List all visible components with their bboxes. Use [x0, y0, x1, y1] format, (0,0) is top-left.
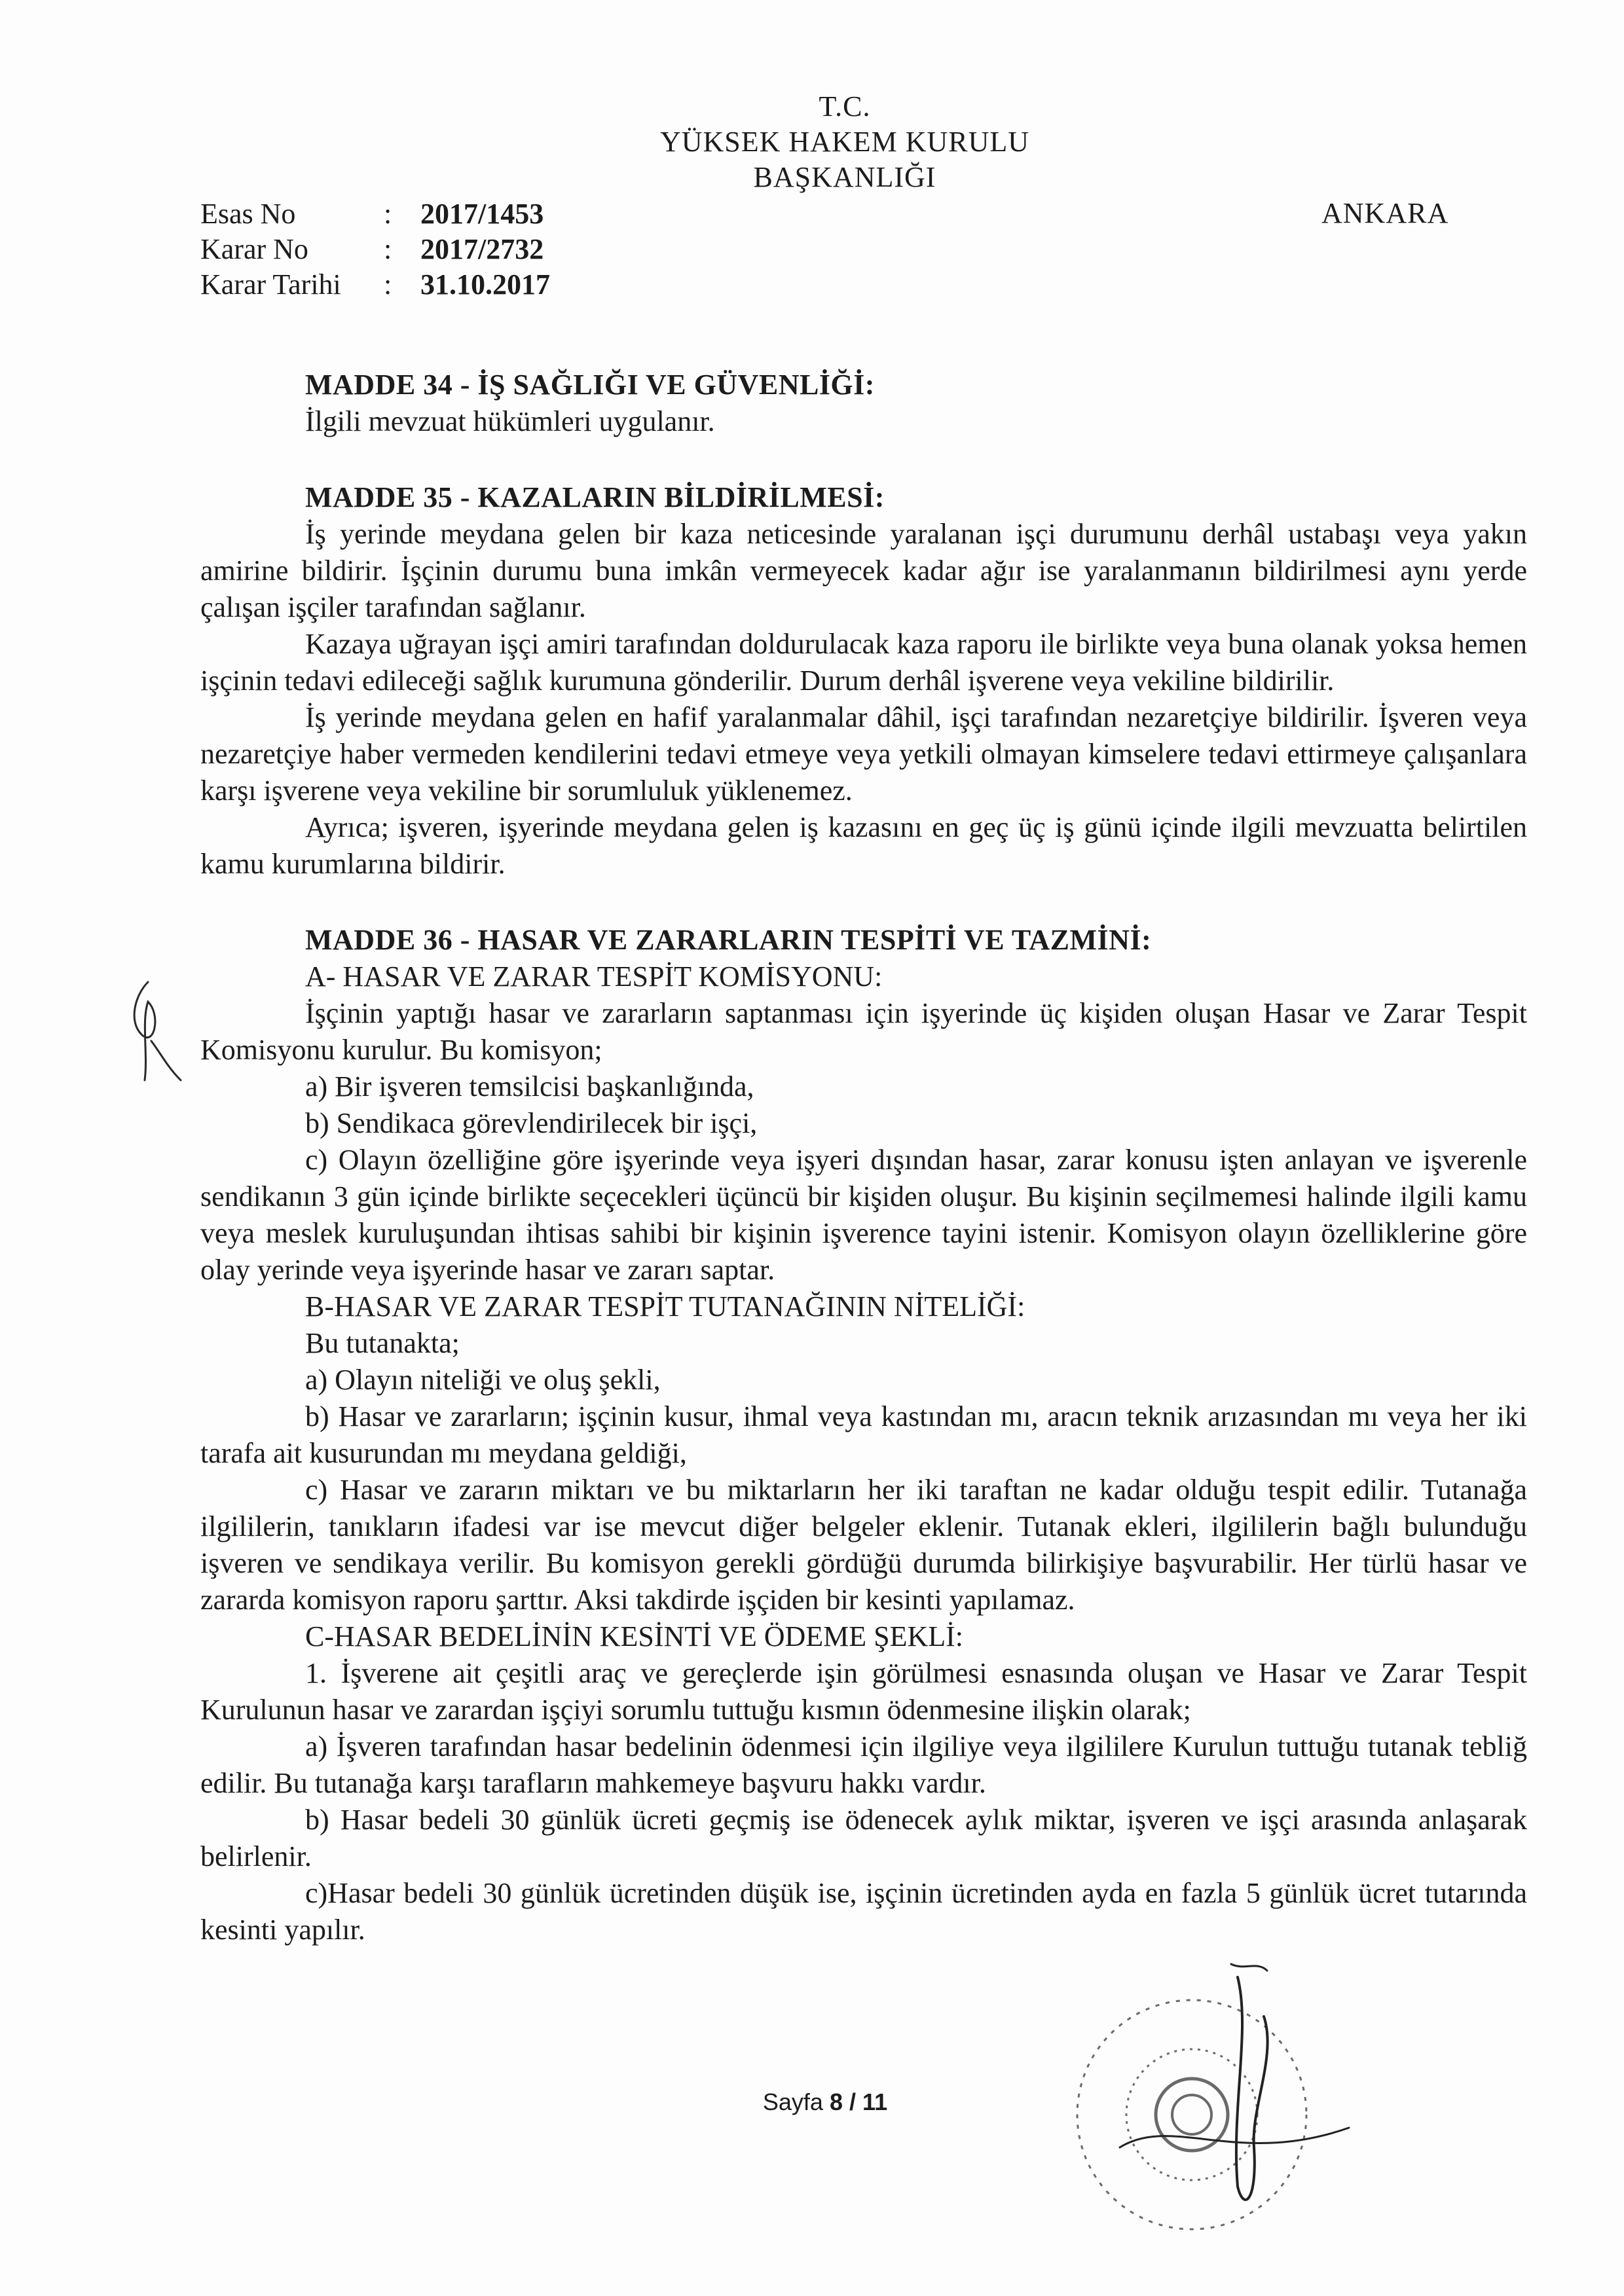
madde35-title: MADDE 35 - KAZALARIN BİLDİRİLMESİ: — [305, 481, 885, 513]
madde36-b-item-c: c) Hasar ve zararın miktarı ve bu miktarların her iki taraftan ne kadar olduğu tespit edilir. Tutanağa ilgililerin, tanıkların ifadesi var ise mevcut diğer belgeler eklenir. Tutanak ekleri, ilgililerin bağlı bulunduğu işveren ve sendikaya verilir. Bu komisyon gerekli gördüğü durumda bilirkişiye başvurabilir. Her türlü hasar ve zararda komisyon raporu şarttır. Aksi takdirde işçiden bir kesinti yapılamaz. — [200, 1474, 1527, 1616]
madde36-b-item-a: a) Olayın niteliği ve oluş şekli, — [305, 1364, 661, 1396]
header-department: BAŞKANLIĞI — [753, 161, 936, 193]
madde36-c-item-a: a) İşveren tarafından hasar bedelinin ödenmesi için ilgiliye veya ilgililere Kurulun tuttuğu tutanak tebliğ edilir. Bu tutanağa karşı tarafların mahkemeye başvuru hakkı vardır. — [200, 1730, 1527, 1799]
madde36-c-item-1: 1. İşverene ait çeşitli araç ve gereçlerde işin görülmesi esnasında oluşan ve Hasar ve Zarar Tespit Kurulunun hasar ve zarardan işçiyi sorumlu tuttuğu kısmın ödenmesine ilişkin olarak; — [200, 1657, 1527, 1726]
esas-row — [200, 196, 550, 232]
madde35-paragraph-3: İş yerinde meydana gelen en hafif yaralanmalar dâhil, işçi tarafından nezaretçiye bildirilir. İşveren veya nezaretçiye haber vermeden kendilerini tedavi etmeye veya yetkili olmayan kimselere tedavi ettirmeye çalışanlara karşı işverene veya vekiline bir sorumluluk yüklenemez. — [200, 701, 1527, 807]
page-separator: / — [849, 2088, 857, 2115]
madde34-title: MADDE 34 - İŞ SAĞLIĞI VE GÜVENLİĞİ: — [305, 369, 875, 401]
tarih-label: Karar Tarihi — [200, 268, 341, 301]
document-body — [200, 367, 1527, 1948]
header-tc: T.C. — [819, 90, 871, 122]
madde34-text: İlgili mevzuat hükümleri uygulanır. — [305, 405, 715, 437]
karar-colon: : — [384, 233, 392, 265]
madde36-a-item-b: b) Sendikaca görevlendirilecek bir işçi, — [305, 1107, 758, 1139]
madde36-title: MADDE 36 - HASAR VE ZARARLARIN TESPİTİ VE TAZMİNİ: — [305, 924, 1152, 956]
madde35-paragraph-4: Ayrıca; işveren, işyerinde meydana gelen iş kazasını en geç üç iş günü içinde ilgili mevzuatta belirtilen kamu kurumlarına bildirir. — [200, 811, 1527, 880]
page-current: 8 — [829, 2088, 843, 2115]
tarih-colon: : — [384, 268, 392, 301]
madde35-paragraph-2: Kazaya uğrayan işçi amiri tarafından doldurulacak kaza raporu ile birlikte veya buna olanak yoksa hemen işçinin tedavi edileceği sağlık kurumuna gönderilir. Durum derhâl işverene veya vekiline bildirilir. — [200, 628, 1527, 697]
madde36-c-item-c: c)Hasar bedeli 30 günlük ücretinden düşük ise, işçinin ücretinden ayda en fazla 5 günlük ücret tutarında kesinti yapılır. — [200, 1877, 1527, 1946]
esas-value: 2017/1453 — [420, 198, 544, 230]
madde36-a-title: A- HASAR VE ZARAR TESPİT KOMİSYONU: — [305, 960, 883, 993]
madde36-b-paragraph: Bu tutanakta; — [305, 1327, 460, 1359]
madde36-c-title: C-HASAR BEDELİNİN KESİNTİ VE ÖDEME ŞEKLİ: — [305, 1620, 963, 1652]
karar-label: Karar No — [200, 233, 308, 265]
madde36-b-title: B-HASAR VE ZARAR TESPİT TUTANAĞININ NİTELİĞİ: — [305, 1290, 1025, 1322]
esas-label: Esas No — [200, 198, 296, 230]
page-number — [760, 2088, 891, 2116]
page-total: 11 — [862, 2088, 888, 2115]
karar-value: 2017/2732 — [420, 233, 544, 265]
tarih-row — [200, 267, 550, 302]
tarih-value: 31.10.2017 — [420, 268, 550, 301]
case-metadata — [200, 196, 550, 302]
madde36-a-paragraph: İşçinin yaptığı hasar ve zararların saptanması için işyerinde üç kişiden oluşan Hasar ve Zarar Tespit Komisyonu kurulur. Bu komisyon; — [200, 997, 1527, 1066]
madde36-c-item-b: b) Hasar bedeli 30 günlük ücreti geçmiş ise ödenecek aylık miktar, işveren ve işçi arasında anlaşarak belirlenir. — [200, 1804, 1527, 1872]
madde36-a-item-a: a) Bir işveren temsilcisi başkanlığında, — [305, 1070, 754, 1102]
page-prefix: Sayfa — [762, 2088, 823, 2115]
handwritten-initial-mark — [122, 975, 187, 1087]
madde36-b-item-b: b) Hasar ve zararların; işçinin kusur, ihmal veya kastından mı, aracın teknik arızasından mı veya her iki tarafa ait kusurundan mı meydana geldiği, — [200, 1400, 1527, 1469]
official-stamp-and-signature — [1041, 1951, 1382, 2278]
header-institution: YÜKSEK HAKEM KURULU — [659, 126, 1030, 158]
madde36-a-item-c: c) Olayın özelliğine göre işyerinde veya işyeri dışından hasar, zarar konusu işten anlayan ve işverenle sendikanın 3 gün içinde birlikte seçecekleri üçüncü bir kişiden oluşur. Bu kişinin seçilmemesi halinde ilgili kamu veya meslek kuruluşundan ihtisas sahibi bir kişinin işverence tayini istenir. Komisyon olayın özelliklerine göre olay yerinde veya işyerinde hasar ve zararı saptar. — [200, 1144, 1527, 1286]
esas-colon: : — [384, 198, 392, 230]
madde35-paragraph-1: İş yerinde meydana gelen bir kaza neticesinde yaralanan işçi durumunu derhâl ustabaşı veya yakın amirine bildirir. İşçinin durumu buna imkân vermeyecek kadar ağır ise yaralanmanın bildirilmesi aynı yerde çalışan işçiler tarafından sağlanır. — [200, 518, 1527, 623]
header-city: ANKARA — [1321, 197, 1449, 229]
karar-row — [200, 232, 550, 267]
